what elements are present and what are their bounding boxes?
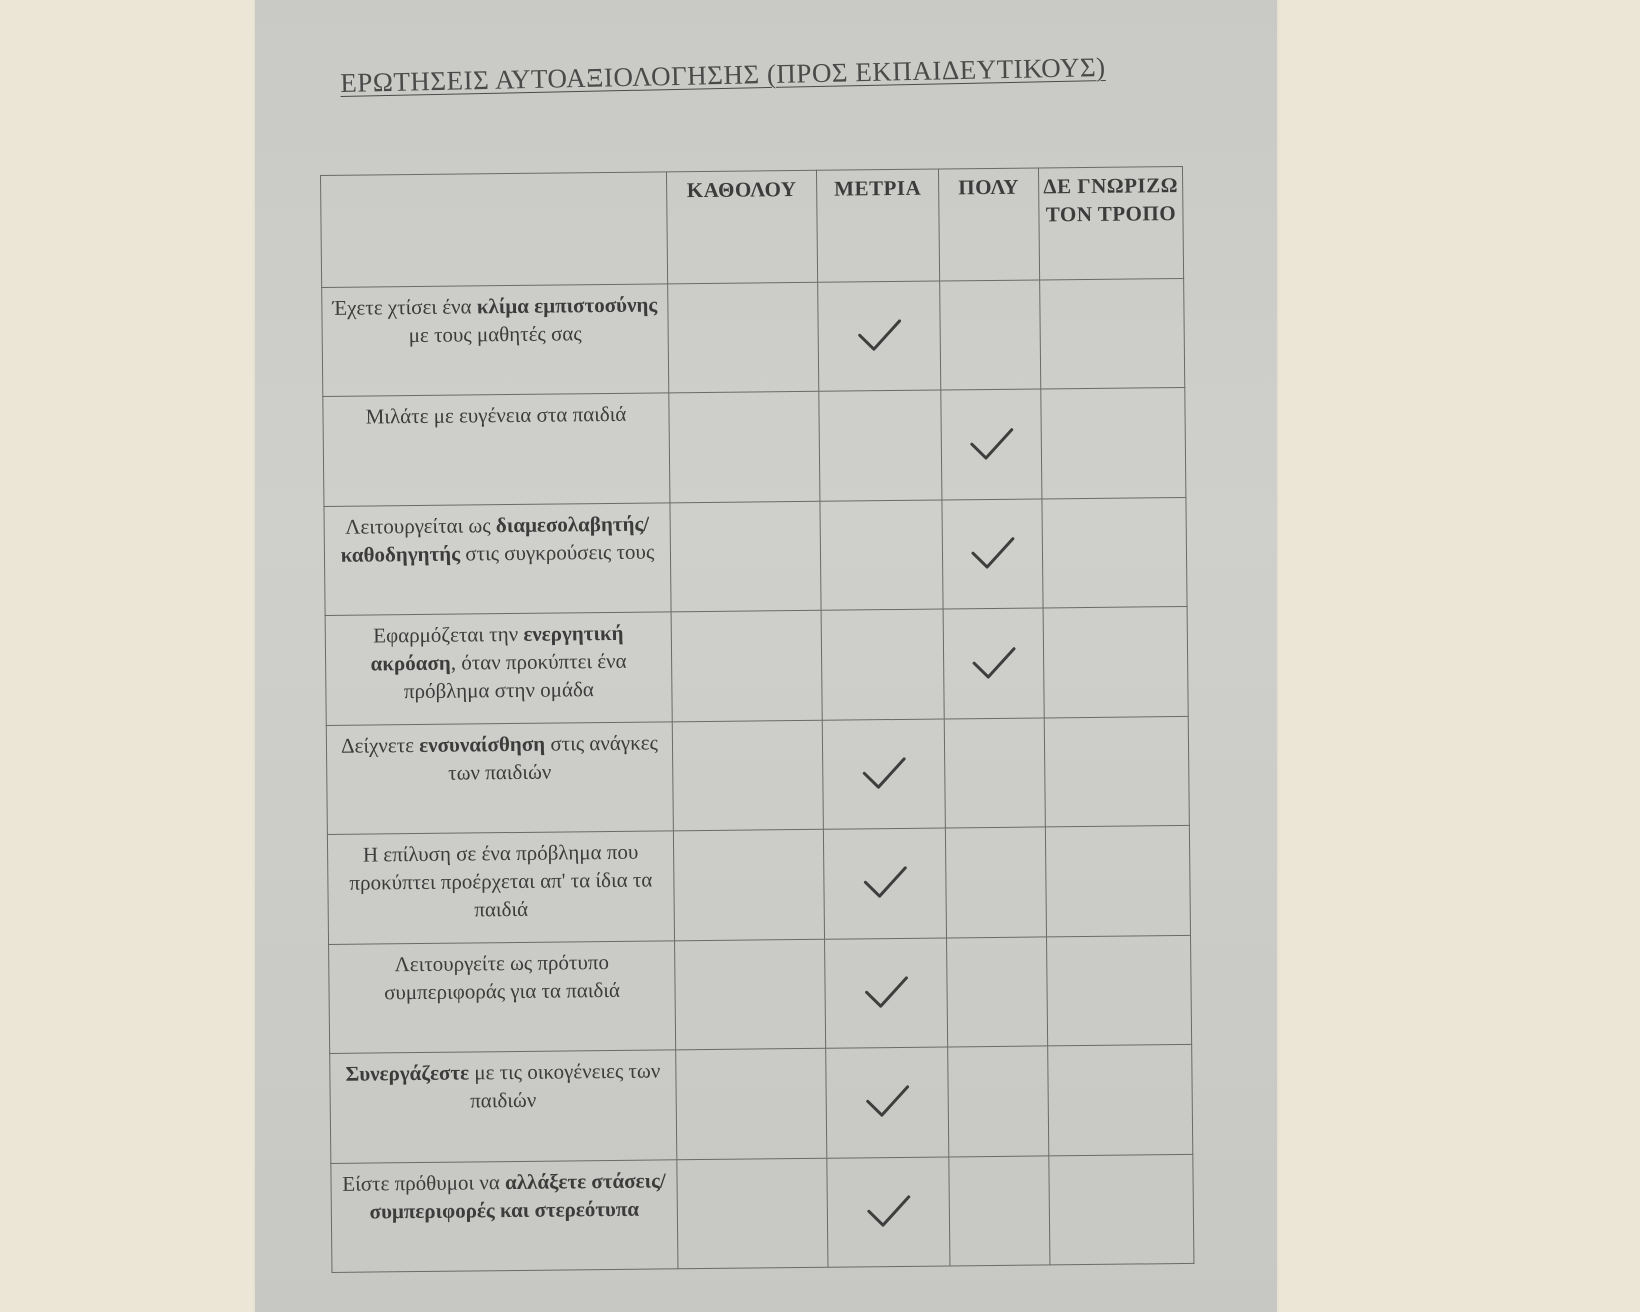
document-title: ΕΡΩΤΗΣΕΙΣ ΑΥΤΟΑΞΙΟΛΟΓΗΣΗΣ (ΠΡΟΣ ΕΚΠΑΙΔΕΥΤΙΚΟΥΣ): [340, 51, 1106, 98]
answer-cell-not-at-all[interactable]: [671, 611, 822, 722]
question-segment: με τις οικογένειες των παιδιών: [468, 1058, 661, 1113]
answer-cell-dont-know-how[interactable]: [1043, 607, 1188, 718]
header-column-not-at-all: ΚΑΘΟΛΟΥ: [666, 170, 817, 284]
question-text: [329, 940, 676, 1053]
checkmark-icon: [863, 1083, 911, 1122]
table-row: [325, 607, 1188, 725]
header-column-dont-know-how: ΔΕ ΓΝΩΡΙΖΩ ΤΟΝ ΤΡΟΠΟ: [1038, 166, 1183, 280]
answer-cell-not-at-all[interactable]: [673, 829, 824, 940]
self-assessment-table: [320, 166, 1193, 1273]
question-text: [331, 1159, 678, 1272]
header-question-column: [321, 172, 668, 288]
question-segment: Έχετε χτίσει ένα: [332, 294, 477, 320]
question-text: [324, 503, 671, 616]
table-header-row: [321, 166, 1184, 287]
answer-cell-very-much[interactable]: [944, 718, 1045, 828]
checkmark-icon: [860, 755, 908, 794]
question-segment: Μιλάτε με ευγένεια στα παιδιά: [365, 402, 627, 429]
table-row: [326, 716, 1189, 834]
answer-cell-moderately[interactable]: [825, 938, 948, 1049]
answer-cell-moderately[interactable]: [823, 828, 946, 939]
question-segment: Δείχνετε: [340, 732, 420, 758]
question-emphasis: ενεργητική ακρόαση: [370, 621, 624, 676]
question-segment: Λειτουργείτε ως πρότυπο συμπεριφοράς για τα παιδιά: [383, 949, 621, 1004]
question-segment: Λειτουργείται ως: [345, 513, 496, 539]
table-row: [322, 278, 1185, 396]
question-text: [327, 831, 674, 944]
answer-cell-not-at-all[interactable]: [669, 392, 820, 503]
answer-cell-very-much[interactable]: [941, 389, 1042, 499]
checkmark-icon: [968, 535, 1016, 574]
question-emphasis: κλίμα εμπιστοσύνης: [476, 292, 658, 319]
answer-cell-very-much[interactable]: [945, 827, 1046, 937]
checkmark-icon: [862, 974, 910, 1013]
table-row: [323, 388, 1186, 506]
question-text: [326, 722, 673, 835]
answer-cell-not-at-all[interactable]: [668, 282, 819, 393]
header-column-very-much: ΠΟΛΥ: [938, 168, 1039, 281]
question-text: [322, 284, 669, 397]
answer-cell-moderately[interactable]: [827, 1156, 950, 1267]
answer-cell-not-at-all[interactable]: [675, 939, 826, 1050]
checkmark-icon: [861, 864, 909, 903]
question-text: [325, 612, 672, 725]
answer-cell-very-much[interactable]: [943, 608, 1044, 718]
question-emphasis: Συνεργάζεστε: [345, 1060, 470, 1086]
question-segment: Η επίλυση σε ένα πρόβλημα που προκύπτει προέρχεται απ' τα ίδια τα παιδιά: [349, 839, 653, 922]
answer-cell-very-much[interactable]: [942, 499, 1043, 609]
answer-cell-not-at-all[interactable]: [677, 1158, 828, 1269]
answer-cell-dont-know-how[interactable]: [1040, 278, 1185, 389]
checkmark-icon: [969, 644, 1017, 683]
checkmark-icon: [967, 425, 1015, 464]
question-segment: στις συγκρούσεις τους: [459, 539, 655, 566]
answer-cell-dont-know-how[interactable]: [1047, 935, 1192, 1046]
answer-cell-moderately[interactable]: [819, 390, 942, 501]
answer-cell-not-at-all[interactable]: [670, 501, 821, 612]
answer-cell-dont-know-how[interactable]: [1045, 826, 1190, 937]
checkmark-icon: [864, 1193, 912, 1232]
answer-cell-very-much[interactable]: [940, 280, 1041, 390]
answer-cell-moderately[interactable]: [822, 719, 945, 830]
table-row: [324, 497, 1187, 615]
checkmark-icon: [855, 317, 903, 356]
header-column-moderately: ΜΕΤΡΙΑ: [816, 169, 939, 282]
answer-cell-not-at-all[interactable]: [672, 720, 823, 831]
answer-cell-moderately[interactable]: [820, 500, 943, 611]
table-row: [330, 1044, 1193, 1162]
answer-cell-dont-know-how[interactable]: [1041, 388, 1186, 499]
answer-cell-very-much[interactable]: [949, 1155, 1050, 1266]
answer-cell-dont-know-how[interactable]: [1049, 1154, 1194, 1265]
question-segment: με τους μαθητές σας: [408, 321, 582, 348]
answer-cell-dont-know-how[interactable]: [1042, 497, 1187, 608]
table-row: [331, 1154, 1194, 1273]
question-emphasis: διαμεσολαβητής/καθοδηγητής: [340, 511, 650, 567]
answer-cell-dont-know-how[interactable]: [1048, 1044, 1193, 1155]
question-text: [330, 1050, 677, 1163]
table-body: [322, 278, 1194, 1272]
answer-cell-very-much[interactable]: [948, 1046, 1049, 1156]
question-segment: Εφαρμόζεται την: [373, 622, 524, 648]
answer-cell-moderately[interactable]: [818, 281, 941, 392]
question-segment: Είστε πρόθυμοι να: [342, 1169, 506, 1196]
question-text: [323, 393, 670, 506]
table-row: [327, 826, 1190, 944]
answer-cell-very-much[interactable]: [947, 937, 1048, 1047]
answer-cell-moderately[interactable]: [826, 1047, 949, 1158]
question-segment: στις ανάγκες των παιδιών: [448, 730, 658, 785]
answer-cell-moderately[interactable]: [821, 609, 944, 720]
answer-cell-not-at-all[interactable]: [676, 1048, 827, 1159]
table-row: [329, 935, 1192, 1053]
question-segment: , όταν προκύπτει ένα πρόβλημα στην ομάδα: [403, 649, 627, 704]
question-emphasis: ενσυναίσθηση: [419, 731, 546, 757]
question-emphasis: αλλάξετε στάσεις/συμπεριφορές και στερεότυπα: [369, 1167, 666, 1224]
answer-cell-dont-know-how[interactable]: [1044, 716, 1189, 827]
